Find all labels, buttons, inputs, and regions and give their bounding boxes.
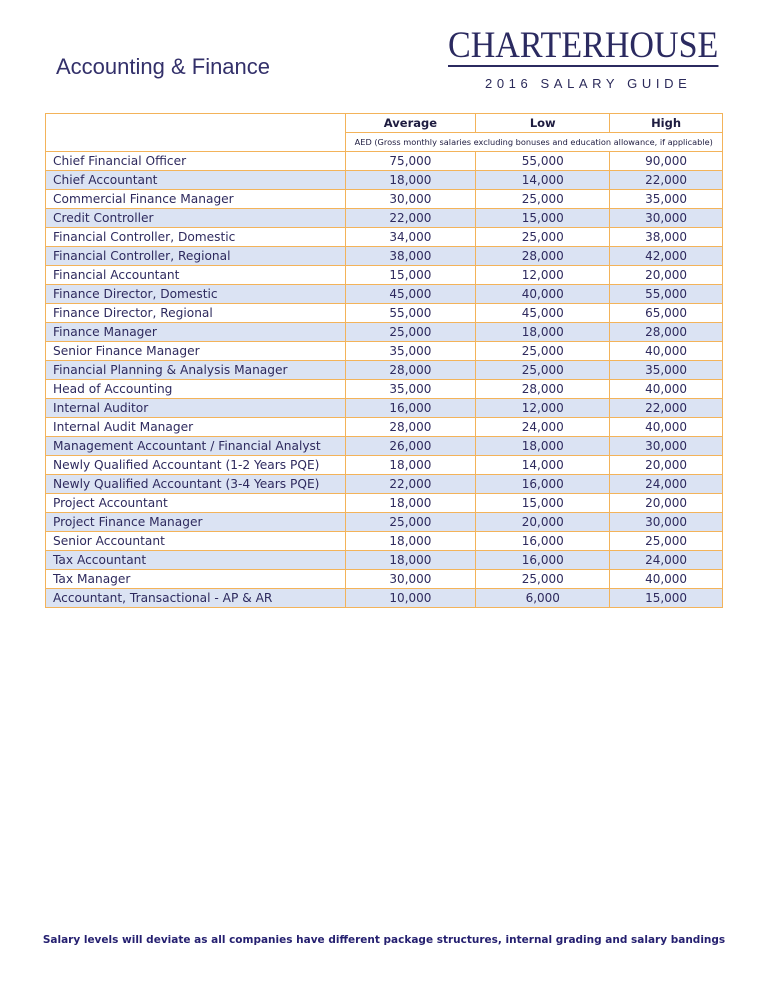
table-row [46,304,723,323]
low-cell: 20,000 [476,513,610,532]
job-title-cell: Finance Director, Domestic [46,285,346,304]
low-cell: 15,000 [476,494,610,513]
high-cell: 25,000 [610,532,723,551]
charterhouse-logo: CHARTERHOUSE [448,25,719,66]
job-title-cell: Newly Qualified Accountant (1-2 Years PQE) [46,456,346,475]
job-title-cell: Internal Audit Manager [46,418,346,437]
column-header-average: Average [345,114,476,133]
column-header-low: Low [476,114,610,133]
high-cell: 40,000 [610,342,723,361]
job-title-cell: Finance Director, Regional [46,304,346,323]
average-cell: 30,000 [345,570,476,589]
job-title-cell: Financial Controller, Regional [46,247,346,266]
low-cell: 40,000 [476,285,610,304]
table-row [46,475,723,494]
low-cell: 28,000 [476,380,610,399]
table-row [46,285,723,304]
salary-table [45,113,723,608]
table-row [46,551,723,570]
footer-note: Salary levels will deviate as all companies have different package structures, internal grading and salary bandings [42,934,726,946]
average-cell: 30,000 [345,190,476,209]
low-cell: 16,000 [476,532,610,551]
table-row [46,228,723,247]
low-cell: 16,000 [476,475,610,494]
low-cell: 12,000 [476,266,610,285]
low-cell: 6,000 [476,589,610,608]
average-cell: 18,000 [345,551,476,570]
job-title-cell: Senior Accountant [46,532,346,551]
job-title-cell: Commercial Finance Manager [46,190,346,209]
low-cell: 28,000 [476,247,610,266]
table-row [46,589,723,608]
low-cell: 25,000 [476,361,610,380]
high-cell: 22,000 [610,171,723,190]
job-title-cell: Head of Accounting [46,380,346,399]
average-cell: 75,000 [345,152,476,171]
high-cell: 65,000 [610,304,723,323]
table-row [46,437,723,456]
table-row [46,266,723,285]
table-row [46,190,723,209]
table-row [46,418,723,437]
low-cell: 15,000 [476,209,610,228]
job-title-cell: Financial Controller, Domestic [46,228,346,247]
average-cell: 28,000 [345,418,476,437]
table-row [46,494,723,513]
average-cell: 45,000 [345,285,476,304]
currency-note: AED (Gross monthly salaries excluding bonuses and education allowance, if applicable) [345,133,722,152]
header-row [46,114,723,133]
average-cell: 25,000 [345,323,476,342]
job-title-cell: Internal Auditor [46,399,346,418]
table-row [46,399,723,418]
low-cell: 55,000 [476,152,610,171]
high-cell: 35,000 [610,190,723,209]
table-row [46,361,723,380]
average-cell: 34,000 [345,228,476,247]
high-cell: 90,000 [610,152,723,171]
low-cell: 14,000 [476,456,610,475]
low-cell: 25,000 [476,342,610,361]
table-row [46,380,723,399]
job-title-cell: Accountant, Transactional - AP & AR [46,589,346,608]
low-cell: 25,000 [476,228,610,247]
high-cell: 42,000 [610,247,723,266]
low-cell: 25,000 [476,190,610,209]
low-cell: 18,000 [476,437,610,456]
average-cell: 22,000 [345,475,476,494]
high-cell: 20,000 [610,266,723,285]
column-header-high: High [610,114,723,133]
table-row [46,247,723,266]
low-cell: 24,000 [476,418,610,437]
high-cell: 20,000 [610,456,723,475]
average-cell: 55,000 [345,304,476,323]
high-cell: 30,000 [610,209,723,228]
average-cell: 25,000 [345,513,476,532]
high-cell: 30,000 [610,513,723,532]
high-cell: 38,000 [610,228,723,247]
high-cell: 55,000 [610,285,723,304]
average-cell: 38,000 [345,247,476,266]
average-cell: 10,000 [345,589,476,608]
average-cell: 35,000 [345,342,476,361]
job-title-cell: Senior Finance Manager [46,342,346,361]
table-row [46,532,723,551]
table-row [46,209,723,228]
job-title-cell: Chief Financial Officer [46,152,346,171]
average-cell: 16,000 [345,399,476,418]
high-cell: 35,000 [610,361,723,380]
average-cell: 18,000 [345,532,476,551]
high-cell: 24,000 [610,551,723,570]
salary-guide-title: 2016 SALARY GUIDE [485,76,692,91]
high-cell: 40,000 [610,570,723,589]
average-cell: 15,000 [345,266,476,285]
job-title-cell: Tax Manager [46,570,346,589]
low-cell: 12,000 [476,399,610,418]
average-cell: 22,000 [345,209,476,228]
high-cell: 40,000 [610,380,723,399]
job-title-cell: Credit Controller [46,209,346,228]
job-title-cell: Tax Accountant [46,551,346,570]
job-title-cell: Finance Manager [46,323,346,342]
job-title-cell: Financial Planning & Analysis Manager [46,361,346,380]
low-cell: 18,000 [476,323,610,342]
average-cell: 35,000 [345,380,476,399]
table-row [46,323,723,342]
table-row [46,456,723,475]
table-row [46,152,723,171]
section-title: Accounting & Finance [56,54,271,79]
average-cell: 28,000 [345,361,476,380]
low-cell: 16,000 [476,551,610,570]
low-cell: 14,000 [476,171,610,190]
table-row [46,342,723,361]
job-title-cell: Project Accountant [46,494,346,513]
table-row [46,570,723,589]
high-cell: 22,000 [610,399,723,418]
high-cell: 15,000 [610,589,723,608]
low-cell: 25,000 [476,570,610,589]
average-cell: 26,000 [345,437,476,456]
average-cell: 18,000 [345,171,476,190]
table-row [46,513,723,532]
table-row [46,171,723,190]
job-title-cell: Newly Qualified Accountant (3-4 Years PQE) [46,475,346,494]
high-cell: 20,000 [610,494,723,513]
high-cell: 40,000 [610,418,723,437]
high-cell: 24,000 [610,475,723,494]
average-cell: 18,000 [345,494,476,513]
job-title-cell: Chief Accountant [46,171,346,190]
average-cell: 18,000 [345,456,476,475]
job-title-cell: Financial Accountant [46,266,346,285]
job-title-cell: Management Accountant / Financial Analyst [46,437,346,456]
low-cell: 45,000 [476,304,610,323]
empty-header-cell [46,114,346,152]
high-cell: 30,000 [610,437,723,456]
high-cell: 28,000 [610,323,723,342]
job-title-cell: Project Finance Manager [46,513,346,532]
